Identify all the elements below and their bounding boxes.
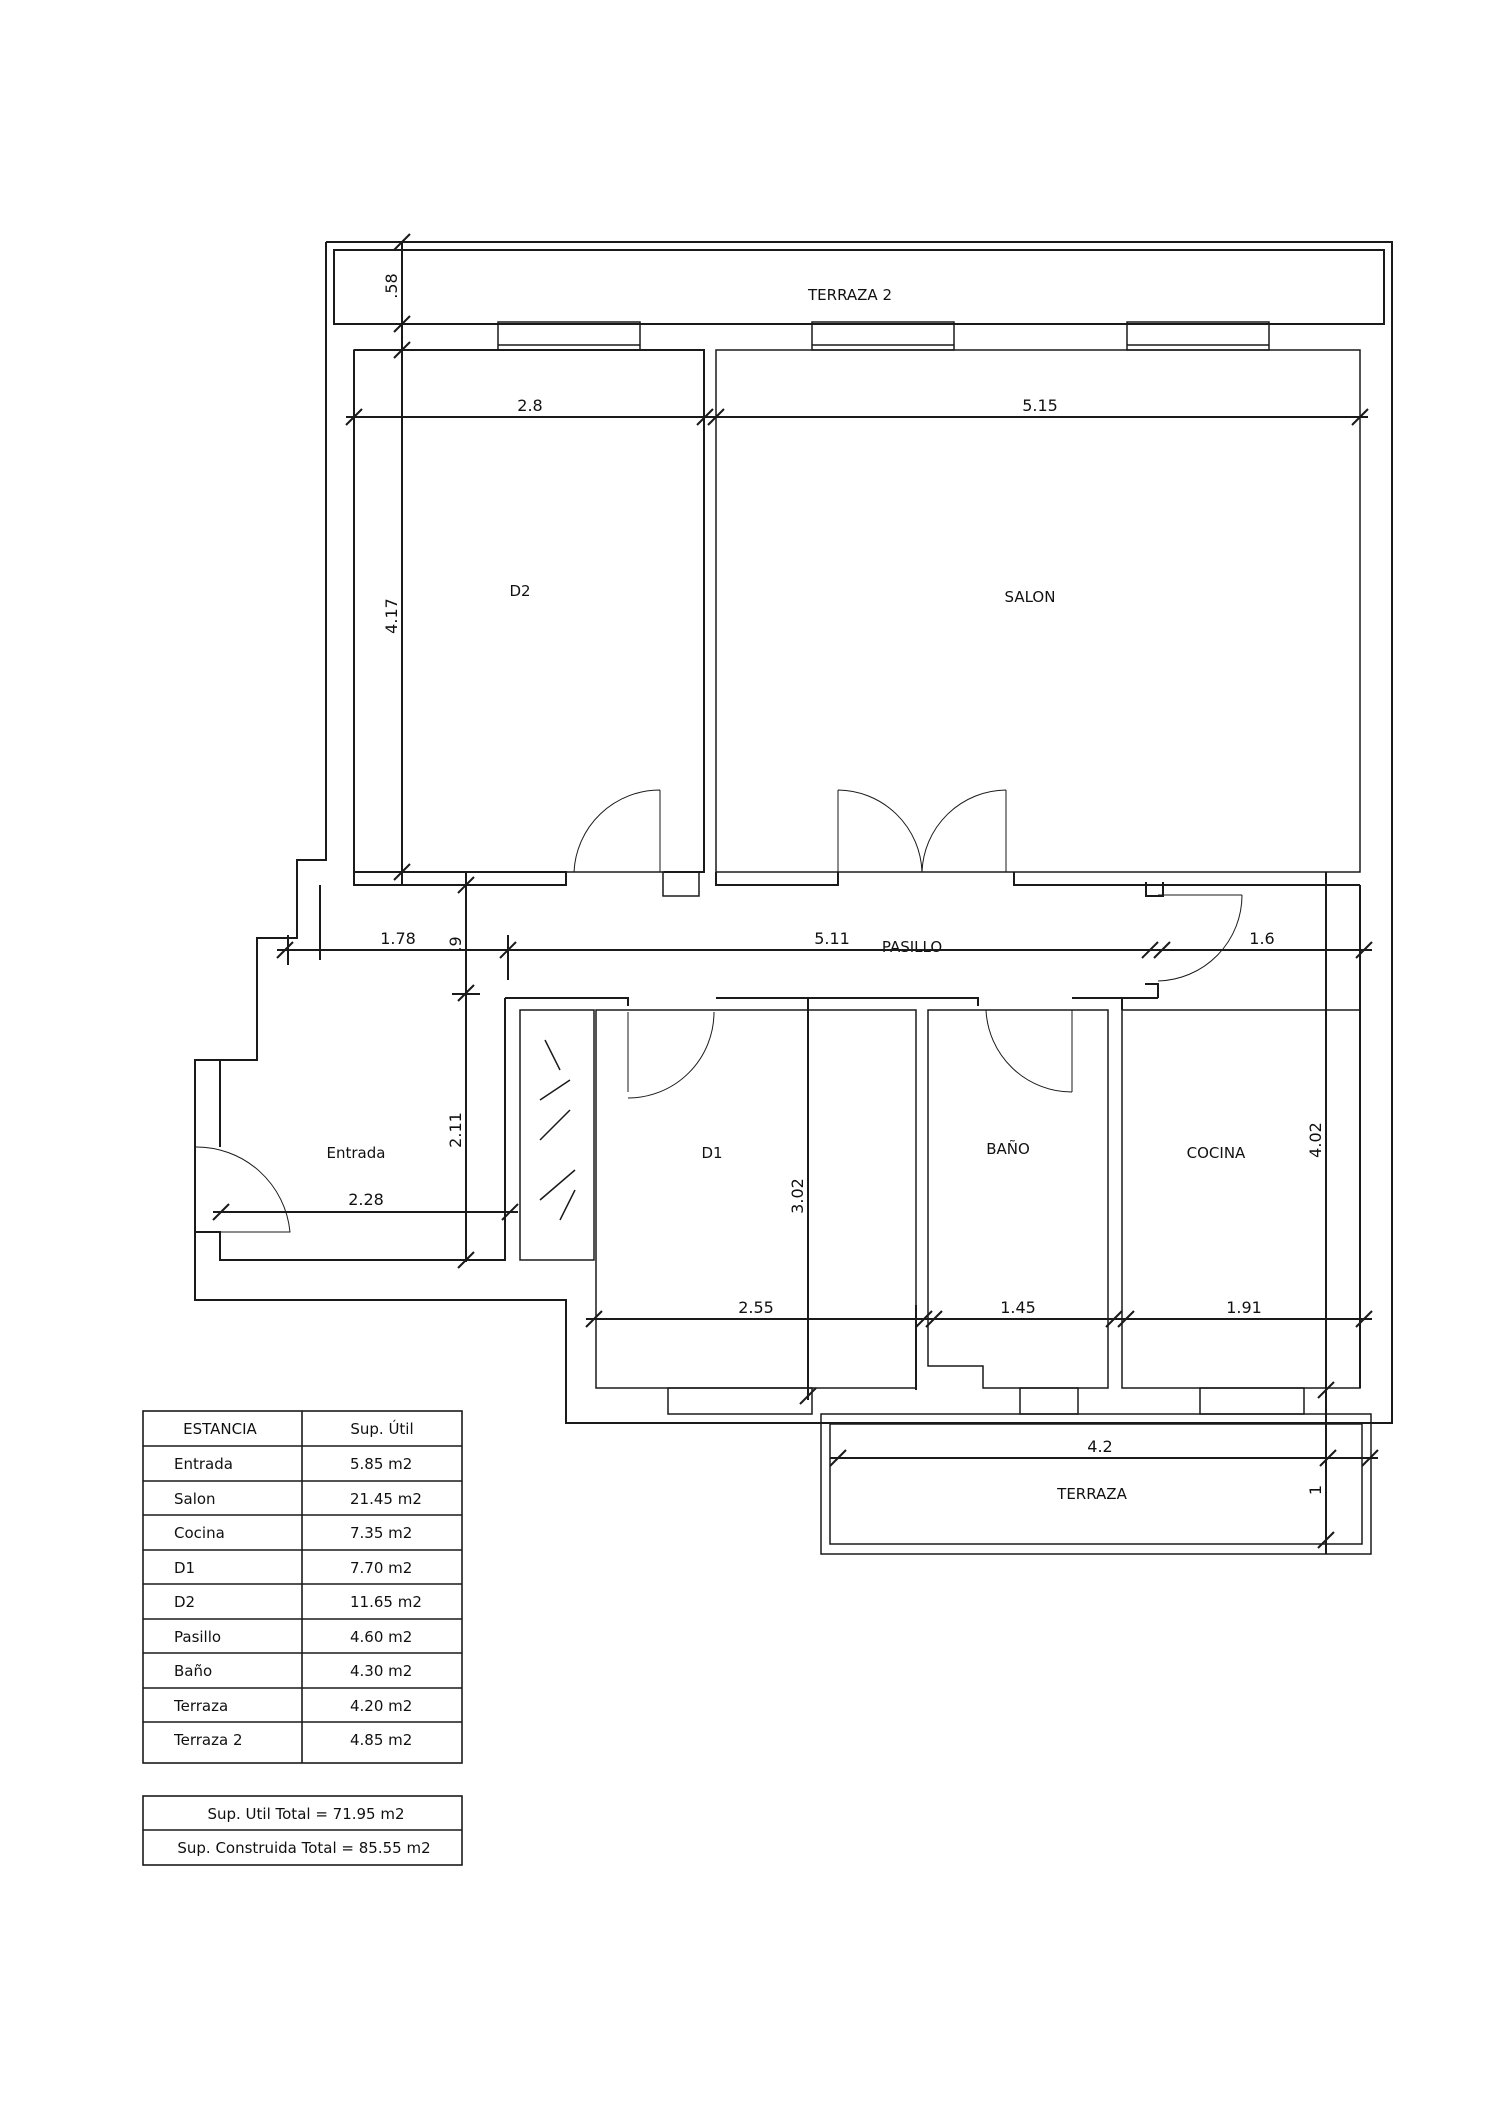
dim-cocina-width: 1.91 [1226, 1298, 1262, 1317]
table-row-value: 21.45 m2 [350, 1490, 422, 1508]
room-bano [928, 1010, 1108, 1414]
table-row-value: 4.60 m2 [350, 1628, 413, 1646]
dim-d2-depth: 4.17 [382, 598, 401, 634]
table-row-value: 4.30 m2 [350, 1662, 413, 1680]
area-table [143, 1411, 462, 1763]
terraza-area [821, 1414, 1371, 1554]
dimension-lines [213, 234, 1378, 1554]
table-header-sup-util: Sup. Útil [350, 1420, 414, 1438]
dim-terraza-width: 4.2 [1087, 1437, 1113, 1456]
terraza2-area [498, 286, 1269, 350]
closet [520, 1010, 594, 1260]
room-label-d2: D2 [509, 582, 531, 600]
table-row-value: 7.70 m2 [350, 1559, 413, 1577]
dim-terraza2-depth: .58 [382, 273, 401, 299]
room-label-terraza2: TERRAZA 2 [808, 286, 892, 304]
table-row-value: 4.85 m2 [350, 1731, 413, 1749]
room-label-bano: BAÑO [986, 1140, 1030, 1158]
table-row-name: D2 [174, 1593, 196, 1611]
table-row-name: Terraza [174, 1697, 229, 1715]
totals-table [143, 1796, 462, 1865]
total-util: Sup. Util Total = 71.95 m2 [207, 1805, 405, 1823]
dim-d1-depth: 3.02 [788, 1178, 807, 1214]
table-row-name: D1 [174, 1559, 196, 1577]
dim-entrada-width: 2.28 [348, 1190, 384, 1209]
table-row-value: 4.20 m2 [350, 1697, 413, 1715]
room-label-d1: D1 [701, 1144, 723, 1162]
room-label-cocina: COCINA [1186, 1144, 1246, 1162]
table-row-name: Pasillo [174, 1628, 222, 1646]
table-row-value: 7.35 m2 [350, 1524, 413, 1542]
room-salon [663, 350, 1360, 896]
dim-entrada-depth: 2.11 [446, 1112, 465, 1148]
dim-cocina-top: 1.6 [1249, 929, 1275, 948]
dim-pasillo-length: 5.11 [814, 929, 850, 948]
room-d1 [596, 1010, 916, 1414]
room-label-terraza: TERRAZA [1057, 1485, 1127, 1503]
exterior-walls [195, 242, 1392, 1423]
dim-d1-width: 2.55 [738, 1298, 774, 1317]
table-row-value: 11.65 m2 [350, 1593, 422, 1611]
dim-d2-width: 2.8 [517, 396, 543, 415]
dim-salon-width: 5.15 [1022, 396, 1058, 415]
room-d2 [354, 350, 704, 885]
room-label-pasillo: PASILLO [881, 938, 943, 956]
room-label-entrada: Entrada [326, 1144, 386, 1162]
table-row-value: 5.85 m2 [350, 1455, 413, 1473]
total-construida: Sup. Construida Total = 85.55 m2 [177, 1839, 431, 1857]
dim-terraza-depth: 1 [1306, 1484, 1325, 1496]
table-header-estancia: ESTANCIA [183, 1420, 257, 1438]
dim-cocina-depth: 4.02 [1306, 1122, 1325, 1158]
table-row-name: Cocina [174, 1524, 225, 1542]
table-row-name: Terraza 2 [174, 1731, 243, 1749]
dim-entrada-width-top: 1.78 [380, 929, 416, 948]
dim-bano-width: 1.45 [1000, 1298, 1036, 1317]
table-row-name: Salon [174, 1490, 216, 1508]
room-label-salon: SALON [1004, 588, 1056, 606]
dim-pasillo-depth: .9 [446, 936, 465, 952]
table-row-name: Baño [174, 1662, 213, 1680]
table-row-name: Entrada [174, 1455, 233, 1473]
